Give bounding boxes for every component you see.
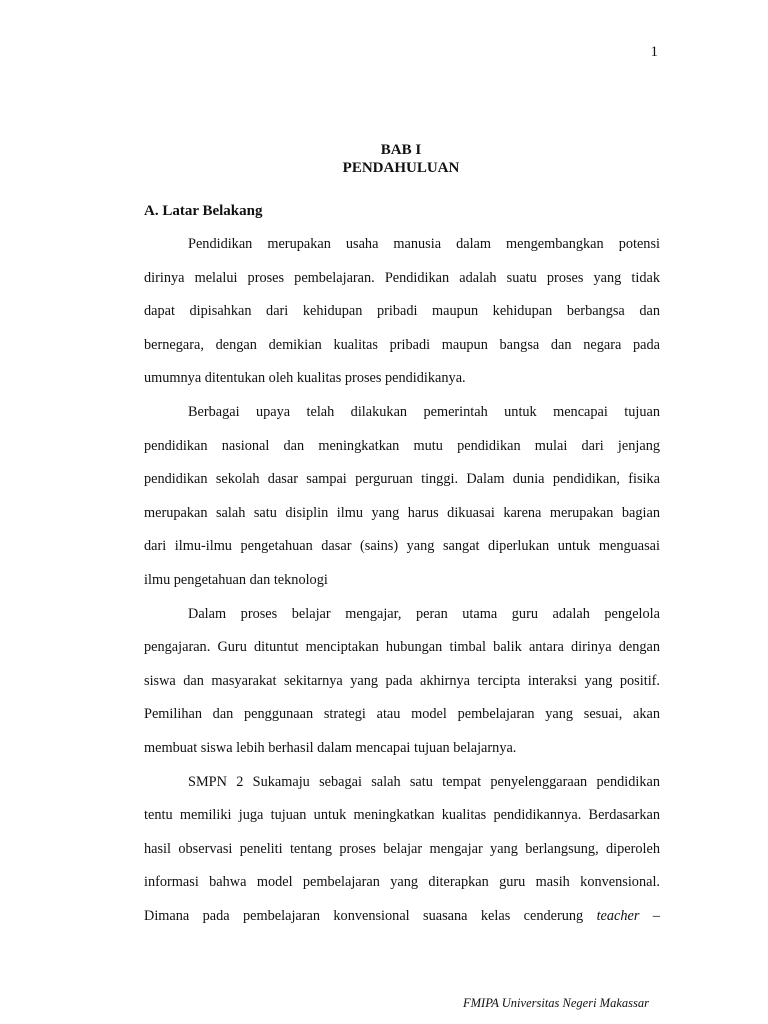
text-line: umumnya ditentukan oleh kualitas proses pendidikanya. (144, 370, 466, 387)
trailing-dash: – (639, 907, 660, 924)
text-line-with-italic (144, 900, 660, 934)
text-line: dari ilmu-ilmu pengetahuan dasar (sains) yang sangat diperlukan untuk menguasai (144, 538, 660, 555)
paragraph-3 (144, 598, 660, 766)
text-line: pendidikan sekolah dasar sampai perguruan tinggi. Dalam dunia pendidikan, fisika (144, 471, 660, 488)
text-line: hasil observasi peneliti tentang proses belajar mengajar yang berlangsung, diperoleh (144, 840, 660, 857)
text-line: dirinya melalui proses pembelajaran. Pendidikan adalah suatu proses yang tidak (144, 269, 660, 286)
text-line: SMPN 2 Sukamaju sebagai salah satu tempat penyelenggaraan pendidikan (188, 773, 660, 790)
text-line-content: Dimana pada pembelajaran konvensional suasana kelas cenderung (144, 907, 584, 924)
text-line: pendidikan nasional dan meningkatkan mutu pendidikan mulai dari jenjang (144, 437, 660, 454)
paragraph-1 (144, 228, 660, 396)
page-footer: FMIPA Universitas Negeri Makassar (463, 996, 649, 1010)
text-line: Pemilihan dan penggunaan strategi atau model pembelajaran yang sesuai, akan (144, 706, 660, 723)
text-line: Pendidikan merupakan usaha manusia dalam mengembangkan potensi (188, 236, 660, 252)
text-line: membuat siswa lebih berhasil dalam mencapai tujuan belajarnya. (144, 739, 517, 756)
section-heading: A. Latar Belakang (144, 203, 263, 219)
italic-term: teacher (596, 907, 640, 924)
text-line: Dalam proses belajar mengajar, peran utama guru adalah pengelola (188, 605, 660, 622)
text-line: bernegara, dengan demikian kualitas pribadi maupun bangsa dan negara pada (144, 336, 660, 353)
text-line: siswa dan masyarakat sekitarnya yang pada akhirnya tercipta interaksi yang positif. (144, 672, 660, 689)
text-line: Berbagai upaya telah dilakukan pemerintah untuk mencapai tujuan (188, 403, 660, 420)
text-line: ilmu pengetahuan dan teknologi (144, 571, 328, 588)
text-line: tentu memiliki juga tujuan untuk meningkatkan kualitas pendidikannya. Berdasarkan (144, 807, 660, 824)
text-line: merupakan salah satu disiplin ilmu yang harus dikuasai karena merupakan bagian (144, 504, 660, 521)
paragraph-4 (144, 766, 660, 934)
chapter-title: PENDAHULUAN (342, 160, 460, 176)
text-line: informasi bahwa model pembelajaran yang diterapkan guru masih konvensional. (144, 874, 660, 891)
paragraph-2 (144, 396, 660, 598)
chapter-heading (0, 141, 768, 177)
text-line: dapat dipisahkan dari kehidupan pribadi maupun kehidupan berbangsa dan (144, 303, 660, 320)
text-line: pengajaran. Guru dituntut menciptakan hubungan timbal balik antara dirinya dengan (144, 639, 660, 656)
chapter-label: BAB I (380, 142, 422, 158)
page-number: 1 (650, 44, 658, 60)
body-text (144, 228, 660, 933)
